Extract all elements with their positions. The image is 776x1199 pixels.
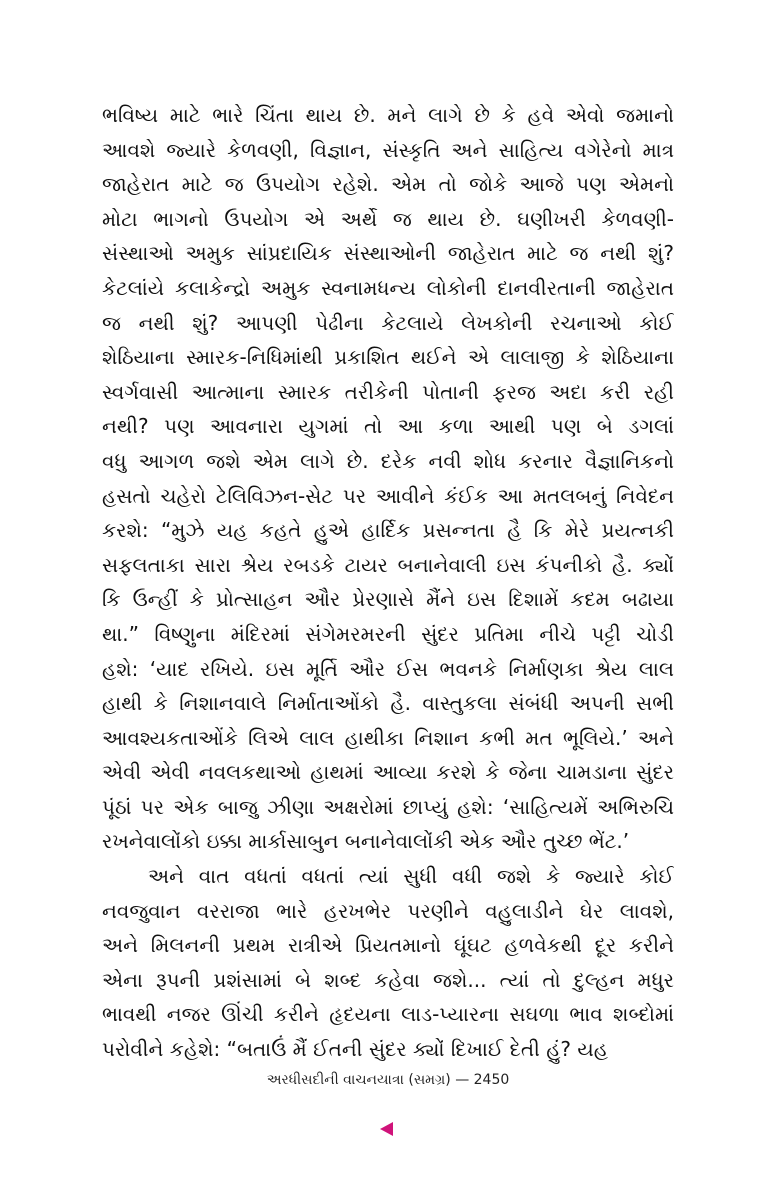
- text-line: પરોવીને કહેશે: “બતાઉં મૈં ઈતની સુંદર ક્યોં દિખાઈ દેતી હું? યહ: [102, 1037, 608, 1062]
- text-line: હસતો ચહેરો ટેલિવિઝન-સેટ પર આવીને કંઈક આ મતલબનું નિવેદન: [102, 483, 674, 508]
- text-line: નવજુવાન વરરાજા ભારે હરખભેર પરણીને વહુલાડીને ઘેર લાવશે,: [102, 898, 674, 923]
- text-line: જ નથી શું? આપણી પેઢીના કેટલાયે લેખકોની રચનાઓ કોઈ: [102, 310, 674, 335]
- page-footer: [0, 1072, 776, 1088]
- text-line: એવી એવી નવલકથાઓ હાથમાં આવ્યા કરશે કે જેના ચામડાના સુંદર: [102, 760, 674, 785]
- text-line: જાહેરાત માટે જ ઉપયોગ રહેશે. એમ તો જોકે આજે પણ એમનો: [102, 172, 674, 197]
- text-line: કિ ઉન્હીં કે પ્રોત્સાહન ઔર પ્રેરણાસે મૈંને ઇસ દિશામેં કદમ બઢાયા: [102, 587, 674, 612]
- text-line: મોટા ભાગનો ઉપયોગ એ અર્થે જ થાય છે. ઘણીખરી કેળવણી-: [102, 206, 674, 231]
- text-line: સ્વર્ગવાસી આત્માના સ્મારક તરીકેની પોતાની ફરજ અદા કરી રહી: [102, 379, 674, 404]
- text-line: અને વાત વધતાં વધતાં ત્યાં સુધી વધી જશે કે જ્યારે કોઈ: [148, 864, 674, 889]
- text-line: નથી? પણ આવનારા યુગમાં તો આ કળા આથી પણ બે ડગલાં: [102, 414, 674, 439]
- text-line: એના રૂપની પ્રશંસામાં બે શબ્દ કહેવા જશે... ત્યાં તો દુલ્હન મધુર: [102, 967, 674, 992]
- text-line: હાથી કે નિશાનવાલે નિર્માતાઓંકો હૈ. વાસ્તુકલા સંબંધી અપની સભી: [102, 691, 674, 716]
- text-line: વધુ આગળ જશે એમ લાગે છે. દરેક નવી શોધ કરનાર વૈજ્ઞાનિકનો: [102, 448, 674, 473]
- text-line: હશે: ‘યાદ રખિયે. ઇસ મૂર્તિ ઔર ઈસ ભવનકે નિર્માણકા શ્રેય લાલ: [102, 656, 674, 681]
- text-line: આવશ્યકતાઓંકે લિએ લાલ હાથીકા નિશાન કભી મત ભૂલિયે.’ અને: [102, 725, 674, 750]
- text-line: થા.” વિષ્ણુના મંદિરમાં સંગેમરમરની સુંદર પ્રતિમા નીચે પટ્ટી ચોડી: [102, 621, 674, 646]
- previous-page-icon[interactable]: [380, 1122, 393, 1136]
- text-line: ભાવથી નજર ઊંચી કરીને હૃદયના લાડ-પ્યારના સઘળા ભાવ શબ્દોમાં: [102, 1002, 674, 1027]
- book-title: અરધીસદીની વાચનયાત્રા (સમગ્ર): [266, 1072, 451, 1088]
- text-line: કરશે: “મુઝે યહ કહતે હુએ હાર્દિક પ્રસન્નતા હૈ કિ મેરે પ્રયત્નકી: [102, 518, 674, 543]
- text-line: પૂંઠાં પર એક બાજુ ઝીણા અક્ષરોમાં છાપ્યું હશે: ‘સાહિત્યમેં અભિરુચિ: [102, 794, 674, 819]
- body-text: [102, 98, 674, 1067]
- text-line: આવશે જ્યારે કેળવણી, વિજ્ઞાન, સંસ્કૃતિ અને સાહિત્ય વગેરેનો માત્ર: [102, 137, 674, 162]
- page-number: 2450: [473, 1072, 510, 1088]
- text-line: અને મિલનની પ્રથમ રાત્રીએ પ્રિયતમાનો ઘૂંઘટ હળવેકથી દૂર કરીને: [102, 933, 674, 958]
- footer-separator: —: [455, 1072, 470, 1088]
- text-line: શેઠિયાના સ્મારક-નિધિમાંથી પ્રકાશિત થઈને એ લાલાજી કે શેઠિયાના: [102, 345, 674, 370]
- text-line: ભવિષ્ય માટે ભારે ચિંતા થાય છે. મને લાગે છે કે હવે એવો જમાનો: [102, 103, 674, 127]
- text-line: સંસ્થાઓ અમુક સાંપ્રદાયિક સંસ્થાઓની જાહેરાત માટે જ નથી શું?: [102, 241, 674, 266]
- text-line: સફલતાકા સારા શ્રેય રબડકે ટાયર બનાનેવાલી ઇસ કંપનીકો હૈ. ક્યોં: [102, 552, 674, 577]
- text-line: રખનેવાલોંકો ઇક્કા માર્કાસાબુન બનાનેવાલોંકી એક ઔર તુચ્છ ભેંટ.’: [102, 829, 630, 854]
- text-line: કેટલાંયે કલાકેન્દ્રો અમુક સ્વનામધન્ય લોકોની દાનવીરતાની જાહેરાત: [102, 275, 674, 300]
